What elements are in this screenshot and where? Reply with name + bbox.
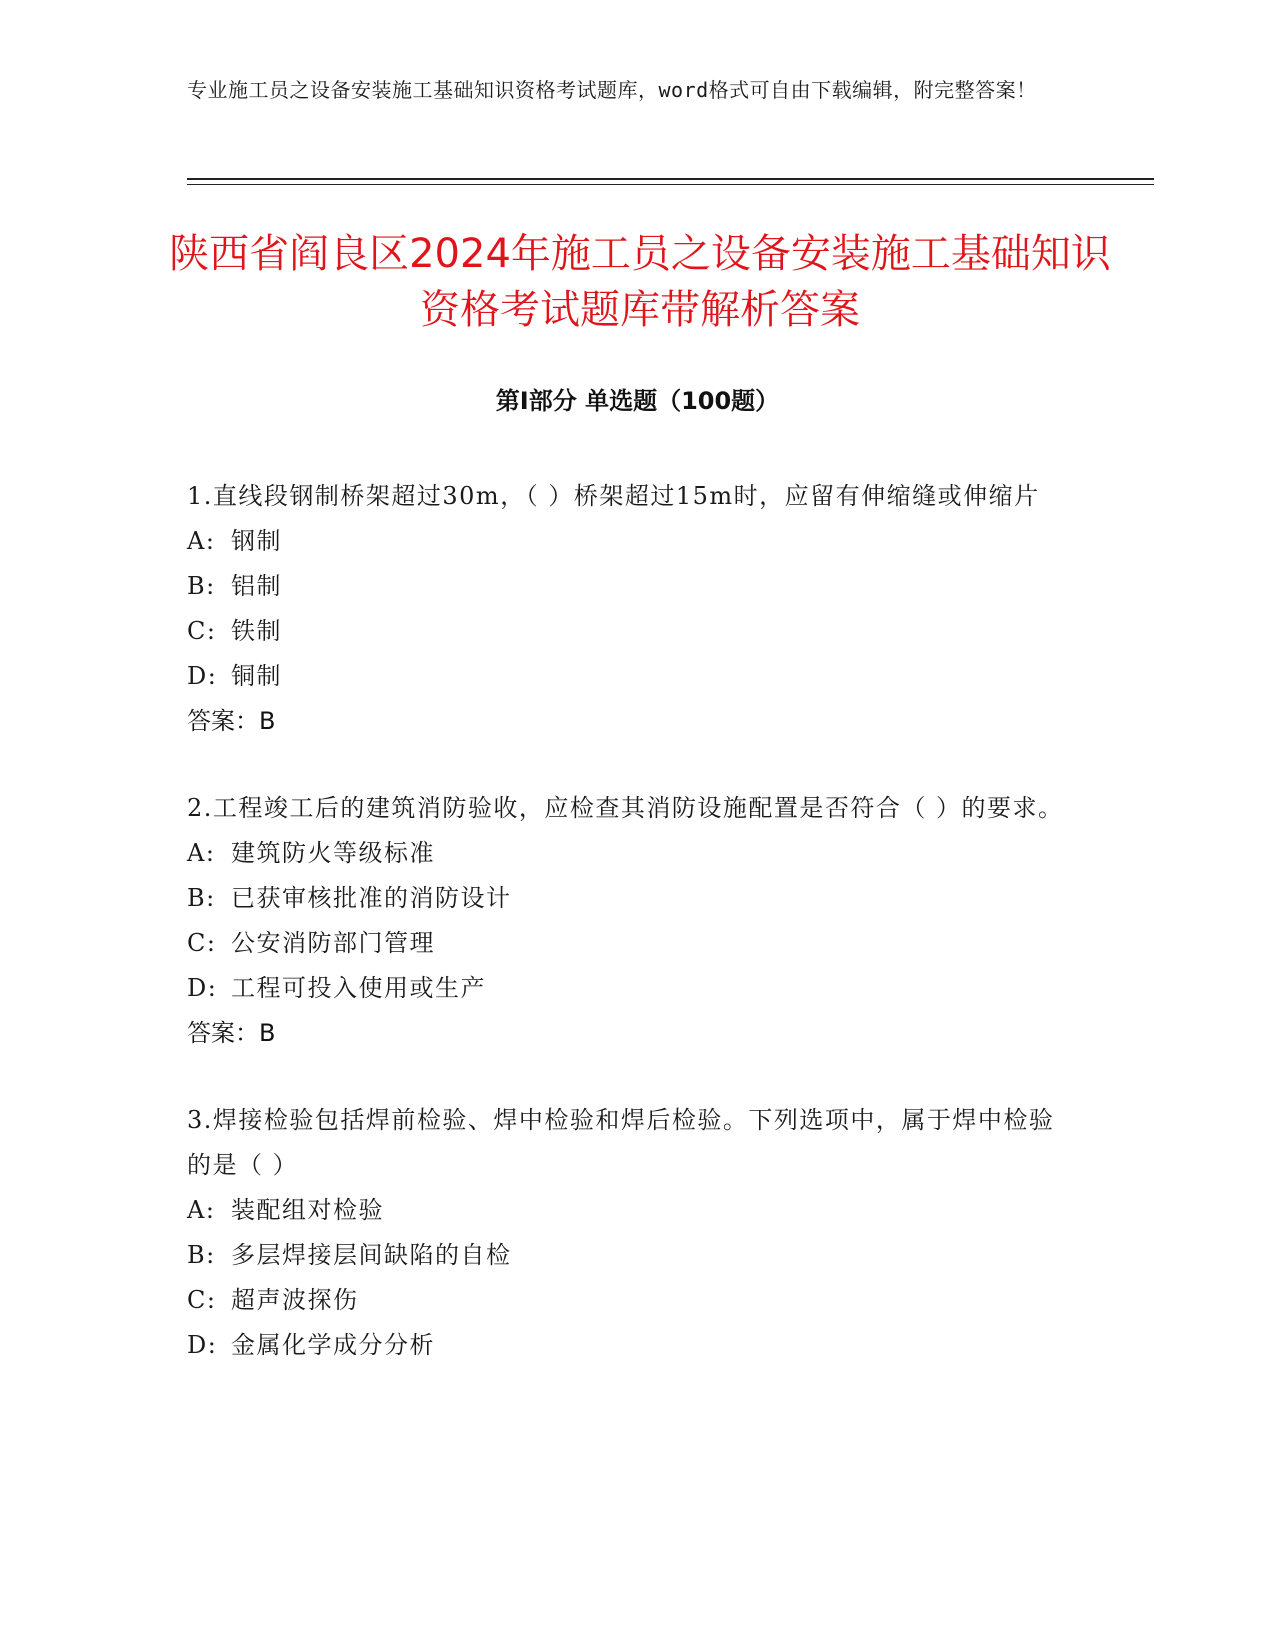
header-note: 专业施工员之设备安装施工基础知识资格考试题库，word格式可自由下载编辑，附完整答案！ — [187, 78, 1037, 102]
option-text: 铝制 — [231, 572, 282, 600]
option-text: 多层焊接层间缺陷的自检 — [231, 1241, 512, 1269]
document-title: 陕西省阎良区2024年施工员之设备安装施工基础知识资格考试题库带解析答案 — [169, 231, 1111, 333]
option-letter: A: — [187, 839, 216, 867]
option-letter: B: — [187, 884, 216, 912]
answer-line: 答案：B — [187, 707, 276, 735]
option-letter: C: — [187, 929, 217, 957]
option-text: 公安消防部门管理 — [231, 929, 435, 957]
question-1 — [187, 474, 1067, 744]
question-list — [187, 474, 1067, 1410]
option-text: 超声波探伤 — [231, 1286, 359, 1314]
option-letter: C: — [187, 617, 217, 645]
option-a — [187, 519, 1067, 564]
option-text: 已获审核批准的消防设计 — [231, 884, 512, 912]
option-text: 装配组对检验 — [231, 1196, 384, 1224]
option-text: 工程可投入使用或生产 — [231, 974, 486, 1002]
option-text: 金属化学成分分析 — [231, 1331, 435, 1359]
option-text: 铜制 — [231, 662, 282, 690]
question-stem: 1.直线段钢制桥架超过30m，（ ）桥架超过15m时，应留有伸缩缝或伸缩片 — [187, 482, 1040, 510]
option-text: 建筑防火等级标准 — [231, 839, 435, 867]
question-stem: 3.焊接检验包括焊前检验、焊中检验和焊后检验。下列选项中，属于焊中检验的是（ ） — [187, 1106, 1055, 1179]
header-divider-thick — [187, 178, 1154, 180]
option-d — [187, 1323, 1067, 1368]
option-letter: C: — [187, 1286, 217, 1314]
option-c — [187, 609, 1067, 654]
header-divider-thin — [187, 184, 1154, 185]
question-3 — [187, 1098, 1067, 1368]
option-b — [187, 564, 1067, 609]
answer-line: 答案：B — [187, 1019, 276, 1047]
option-text: 铁制 — [231, 617, 282, 645]
option-b — [187, 876, 1067, 921]
option-c — [187, 921, 1067, 966]
option-d — [187, 654, 1067, 699]
option-d — [187, 966, 1067, 1011]
option-a — [187, 831, 1067, 876]
option-letter: A: — [187, 527, 216, 555]
section-heading: 第Ⅰ部分 单选题（100题） — [495, 387, 780, 415]
option-a — [187, 1188, 1067, 1233]
option-letter: B: — [187, 1241, 216, 1269]
option-letter: D: — [187, 974, 218, 1002]
option-text: 钢制 — [231, 527, 282, 555]
question-stem: 2.工程竣工后的建筑消防验收，应检查其消防设施配置是否符合（ ）的要求。 — [187, 794, 1064, 822]
question-2 — [187, 786, 1067, 1056]
option-letter: B: — [187, 572, 216, 600]
option-letter: D: — [187, 662, 218, 690]
option-b — [187, 1233, 1067, 1278]
option-letter: D: — [187, 1331, 218, 1359]
option-c — [187, 1278, 1067, 1323]
option-letter: A: — [187, 1196, 216, 1224]
